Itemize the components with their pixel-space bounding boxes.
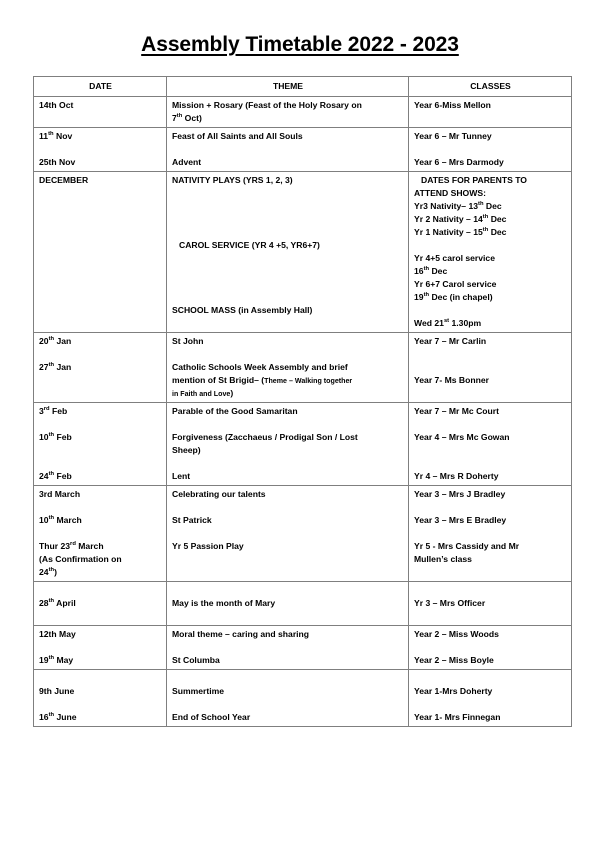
theme-line: CAROL SERVICE (YR 4 +5, YR6+7) bbox=[179, 239, 320, 250]
spacer-line bbox=[172, 527, 404, 540]
class-line-text: Yr 1 Nativity – 15 bbox=[414, 226, 483, 237]
cell-date bbox=[34, 171, 167, 332]
spacer-line bbox=[172, 291, 404, 304]
date-line-rest: March bbox=[75, 540, 104, 551]
cell-classes bbox=[409, 171, 572, 332]
spacer-line bbox=[172, 457, 404, 470]
theme-day-number: 7 bbox=[172, 112, 177, 123]
theme-line: Lent bbox=[172, 470, 191, 481]
theme-line-close: ) bbox=[230, 387, 234, 398]
cell-date bbox=[34, 625, 167, 669]
table-row bbox=[34, 96, 572, 127]
class-line bbox=[414, 317, 567, 330]
cell-date bbox=[34, 581, 167, 625]
spacer-line bbox=[172, 200, 404, 213]
spacer-line bbox=[414, 348, 567, 361]
date-line-rest: May bbox=[54, 654, 74, 665]
date-line-text: Thur 23 bbox=[39, 540, 71, 551]
cell-classes bbox=[409, 669, 572, 726]
spacer-line bbox=[414, 501, 567, 514]
ordinal-suffix: th bbox=[48, 335, 55, 342]
cell-date bbox=[34, 127, 167, 171]
class-line-rest: Dec bbox=[488, 213, 507, 224]
date-line bbox=[39, 711, 162, 724]
date-line-rest: ) bbox=[54, 566, 57, 577]
cell-classes bbox=[409, 332, 572, 402]
theme-line bbox=[172, 387, 404, 400]
date-line-rest: June bbox=[54, 711, 77, 722]
spacer-line bbox=[172, 252, 404, 265]
class-line: Yr 4+5 carol service bbox=[414, 252, 495, 263]
ordinal-suffix: rd bbox=[70, 540, 76, 547]
class-line: Yr 6+7 Carol service bbox=[414, 278, 497, 289]
ordinal-suffix: th bbox=[48, 361, 55, 368]
cell-theme bbox=[167, 332, 409, 402]
theme-line: Parable of the Good Samaritan bbox=[172, 405, 298, 416]
spacer-line bbox=[172, 501, 404, 514]
spacer-line bbox=[172, 610, 404, 623]
ordinal-suffix: th bbox=[48, 711, 55, 718]
cell-theme bbox=[167, 485, 409, 581]
date-line-rest: March bbox=[54, 514, 82, 525]
date-line bbox=[39, 597, 162, 610]
table-row bbox=[34, 625, 572, 669]
theme-line: NATIVITY PLAYS (YRS 1, 2, 3) bbox=[172, 174, 293, 185]
ordinal-suffix: th bbox=[48, 130, 54, 137]
theme-line: SCHOOL MASS (in Assembly Hall) bbox=[172, 304, 313, 315]
class-line: ATTEND SHOWS: bbox=[414, 187, 486, 198]
class-line: Year 6 – Mr Tunney bbox=[414, 130, 492, 141]
theme-line bbox=[172, 374, 404, 387]
spacer-line bbox=[172, 187, 404, 200]
theme-line: End of School Year bbox=[172, 711, 251, 722]
date-line-rest: Nov bbox=[53, 130, 73, 141]
date-line-rest: Jan bbox=[54, 335, 72, 346]
class-line: Year 2 – Miss Boyle bbox=[414, 654, 494, 665]
spacer-line bbox=[172, 348, 404, 361]
spacer-line bbox=[39, 527, 162, 540]
spacer-line bbox=[172, 641, 404, 654]
ordinal-suffix: th bbox=[48, 514, 55, 521]
spacer-line bbox=[414, 457, 567, 470]
class-line: Yr 5 - Mrs Cassidy and Mr bbox=[414, 540, 520, 551]
class-line: Year 1- Mrs Finnegan bbox=[414, 711, 501, 722]
class-line bbox=[414, 265, 567, 278]
column-header-theme: THEME bbox=[167, 77, 409, 97]
class-line-rest: Dec (in chapel) bbox=[429, 291, 493, 302]
spacer-line bbox=[172, 213, 404, 226]
class-line: Year 6-Miss Mellon bbox=[414, 99, 491, 110]
class-line-rest: 1.30pm bbox=[449, 317, 482, 328]
theme-line: Mission + Rosary (Feast of the Holy Rosary on bbox=[172, 99, 362, 110]
cell-classes bbox=[409, 96, 572, 127]
spacer-line bbox=[39, 457, 162, 470]
cell-classes bbox=[409, 581, 572, 625]
date-day-number: 19 bbox=[39, 654, 49, 665]
spacer-line bbox=[172, 278, 404, 291]
date-line bbox=[39, 431, 162, 444]
table-row bbox=[34, 485, 572, 581]
theme-line: Forgiveness (Zacchaeus / Prodigal Son / Lost bbox=[172, 431, 358, 442]
class-line: Yr 4 – Mrs R Doherty bbox=[414, 470, 499, 481]
cell-classes bbox=[409, 485, 572, 581]
theme-line: St Columba bbox=[172, 654, 220, 665]
column-header-date: DATE bbox=[34, 77, 167, 97]
ordinal-suffix: th bbox=[48, 566, 55, 573]
spacer-line bbox=[414, 641, 567, 654]
spacer-line bbox=[39, 641, 162, 654]
date-line: 14th Oct bbox=[39, 99, 74, 110]
date-day-number: 20 bbox=[39, 335, 49, 346]
date-line-rest: Jan bbox=[54, 361, 72, 372]
date-day-number: 11 bbox=[39, 130, 49, 141]
class-line: Year 6 – Mrs Darmody bbox=[414, 156, 504, 167]
theme-line: Feast of All Saints and All Souls bbox=[172, 130, 303, 141]
date-day-number: 3 bbox=[39, 405, 44, 416]
cell-theme bbox=[167, 171, 409, 332]
spacer-line bbox=[39, 610, 162, 623]
theme-line: May is the month of Mary bbox=[172, 597, 276, 608]
spacer-line bbox=[414, 584, 567, 597]
theme-line: Advent bbox=[172, 156, 202, 167]
spacer-line bbox=[414, 444, 567, 457]
class-line: Year 3 – Mrs E Bradley bbox=[414, 514, 507, 525]
table-row bbox=[34, 171, 572, 332]
theme-line: Summertime bbox=[172, 685, 225, 696]
spacer-line bbox=[39, 418, 162, 431]
assembly-timetable bbox=[33, 76, 572, 727]
theme-line: Celebrating our talents bbox=[172, 488, 266, 499]
class-line bbox=[414, 226, 567, 239]
spacer-line bbox=[39, 672, 162, 685]
date-line: (As Confirmation on bbox=[39, 553, 122, 564]
cell-classes bbox=[409, 127, 572, 171]
spacer-line bbox=[39, 143, 162, 156]
spacer-line bbox=[414, 672, 567, 685]
cell-theme bbox=[167, 669, 409, 726]
date-day-number: 24 bbox=[39, 470, 49, 481]
class-line: DATES FOR PARENTS TO bbox=[421, 174, 527, 185]
class-line: Year 1-Mrs Doherty bbox=[414, 685, 493, 696]
ordinal-suffix: th bbox=[482, 213, 489, 220]
ordinal-suffix: th bbox=[48, 654, 55, 661]
theme-line: Moral theme – caring and sharing bbox=[172, 628, 310, 639]
spacer-line bbox=[39, 444, 162, 457]
date-line-rest: April bbox=[54, 597, 76, 608]
class-line-text: 16 bbox=[414, 265, 424, 276]
theme-line: Sheep) bbox=[172, 444, 201, 455]
date-line: 25th Nov bbox=[39, 156, 76, 167]
spacer-line bbox=[172, 672, 404, 685]
spacer-line bbox=[172, 265, 404, 278]
date-day-number: 10 bbox=[39, 431, 49, 442]
theme-line bbox=[172, 112, 404, 125]
date-line-rest: Feb bbox=[49, 405, 68, 416]
cell-date bbox=[34, 485, 167, 581]
table-row bbox=[34, 402, 572, 485]
date-line: 12th May bbox=[39, 628, 76, 639]
spacer-line bbox=[172, 418, 404, 431]
page-title-text: Assembly Timetable 2022 - 2023 bbox=[141, 33, 459, 56]
ordinal-suffix: th bbox=[482, 226, 489, 233]
ordinal-suffix: rd bbox=[43, 405, 50, 412]
date-line bbox=[39, 470, 162, 483]
class-line: Year 4 – Mrs Mc Gowan bbox=[414, 431, 510, 442]
spacer-line bbox=[39, 584, 162, 597]
date-day-number: 27 bbox=[39, 361, 49, 372]
class-line bbox=[414, 291, 567, 304]
date-line-rest: Feb bbox=[54, 431, 72, 442]
class-line-text: Yr3 Nativity– 13 bbox=[414, 200, 479, 211]
ordinal-suffix: th bbox=[176, 112, 183, 119]
page-title bbox=[0, 33, 600, 57]
cell-classes bbox=[409, 625, 572, 669]
class-line-rest: Dec bbox=[488, 226, 507, 237]
date-line bbox=[39, 654, 162, 667]
table-row bbox=[34, 669, 572, 726]
class-line-rest: Dec bbox=[429, 265, 448, 276]
spacer-line bbox=[414, 418, 567, 431]
date-line bbox=[39, 130, 162, 143]
spacer-line bbox=[414, 304, 567, 317]
date-line: DECEMBER bbox=[39, 174, 89, 185]
date-line bbox=[39, 405, 162, 418]
spacer-line bbox=[172, 584, 404, 597]
date-line: 3rd March bbox=[39, 488, 81, 499]
spacer-line bbox=[172, 226, 404, 239]
ordinal-suffix: th bbox=[423, 265, 430, 272]
theme-line-rest: Oct) bbox=[182, 112, 202, 123]
spacer-line bbox=[414, 610, 567, 623]
date-day-number: 10 bbox=[39, 514, 49, 525]
spacer-line bbox=[414, 698, 567, 711]
date-day-number: 16 bbox=[39, 711, 49, 722]
cell-theme bbox=[167, 625, 409, 669]
ordinal-suffix: st bbox=[443, 317, 450, 324]
spacer-line bbox=[414, 239, 567, 252]
date-line bbox=[39, 566, 162, 579]
table-row bbox=[34, 127, 572, 171]
theme-line: St John bbox=[172, 335, 204, 346]
class-line: Year 7 – Mr Carlin bbox=[414, 335, 487, 346]
date-day-number: 24 bbox=[39, 566, 49, 577]
column-header-classes: CLASSES bbox=[409, 77, 572, 97]
class-line bbox=[414, 200, 567, 213]
ordinal-suffix: th bbox=[423, 291, 430, 298]
theme-subnote: Theme – Walking together bbox=[264, 376, 353, 385]
theme-subnote-cont: in Faith and Love bbox=[172, 389, 231, 398]
class-line-text: 19 bbox=[414, 291, 424, 302]
theme-line: Catholic Schools Week Assembly and brief bbox=[172, 361, 348, 372]
theme-line: Yr 5 Passion Play bbox=[172, 540, 244, 551]
theme-line: St Patrick bbox=[172, 514, 212, 525]
ordinal-suffix: th bbox=[48, 431, 55, 438]
cell-theme bbox=[167, 127, 409, 171]
ordinal-suffix: th bbox=[48, 597, 55, 604]
ordinal-suffix: th bbox=[48, 470, 55, 477]
date-line-rest: Feb bbox=[54, 470, 72, 481]
spacer-line bbox=[39, 698, 162, 711]
date-line bbox=[39, 514, 162, 527]
spacer-line bbox=[172, 143, 404, 156]
cell-date bbox=[34, 96, 167, 127]
class-line: Year 7 – Mr Mc Court bbox=[414, 405, 500, 416]
date-line bbox=[39, 361, 162, 374]
table-header-row bbox=[34, 77, 572, 97]
table-row bbox=[34, 581, 572, 625]
class-line: Yr 3 – Mrs Officer bbox=[414, 597, 486, 608]
date-line: 9th June bbox=[39, 685, 75, 696]
class-line: Year 7- Ms Bonner bbox=[414, 374, 489, 385]
cell-date bbox=[34, 402, 167, 485]
spacer-line bbox=[172, 698, 404, 711]
cell-theme bbox=[167, 581, 409, 625]
spacer-line bbox=[39, 501, 162, 514]
class-line: Year 2 – Miss Woods bbox=[414, 628, 499, 639]
class-line-text: Wed 21 bbox=[414, 317, 444, 328]
date-line bbox=[39, 540, 162, 553]
date-line bbox=[39, 335, 162, 348]
class-line: Year 3 – Mrs J Bradley bbox=[414, 488, 506, 499]
cell-classes bbox=[409, 402, 572, 485]
date-day-number: 28 bbox=[39, 597, 49, 608]
spacer-line bbox=[414, 361, 567, 374]
class-line: Mullen’s class bbox=[414, 553, 472, 564]
theme-line-text: mention of St Brigid– ( bbox=[172, 374, 265, 385]
cell-theme bbox=[167, 402, 409, 485]
spacer-line bbox=[414, 527, 567, 540]
class-line-rest: Dec bbox=[483, 200, 502, 211]
table-row bbox=[34, 332, 572, 402]
cell-date bbox=[34, 669, 167, 726]
cell-date bbox=[34, 332, 167, 402]
ordinal-suffix: th bbox=[478, 200, 484, 207]
cell-theme bbox=[167, 96, 409, 127]
spacer-line bbox=[414, 143, 567, 156]
spacer-line bbox=[39, 348, 162, 361]
class-line bbox=[414, 213, 567, 226]
class-line-text: Yr 2 Nativity – 14 bbox=[414, 213, 483, 224]
